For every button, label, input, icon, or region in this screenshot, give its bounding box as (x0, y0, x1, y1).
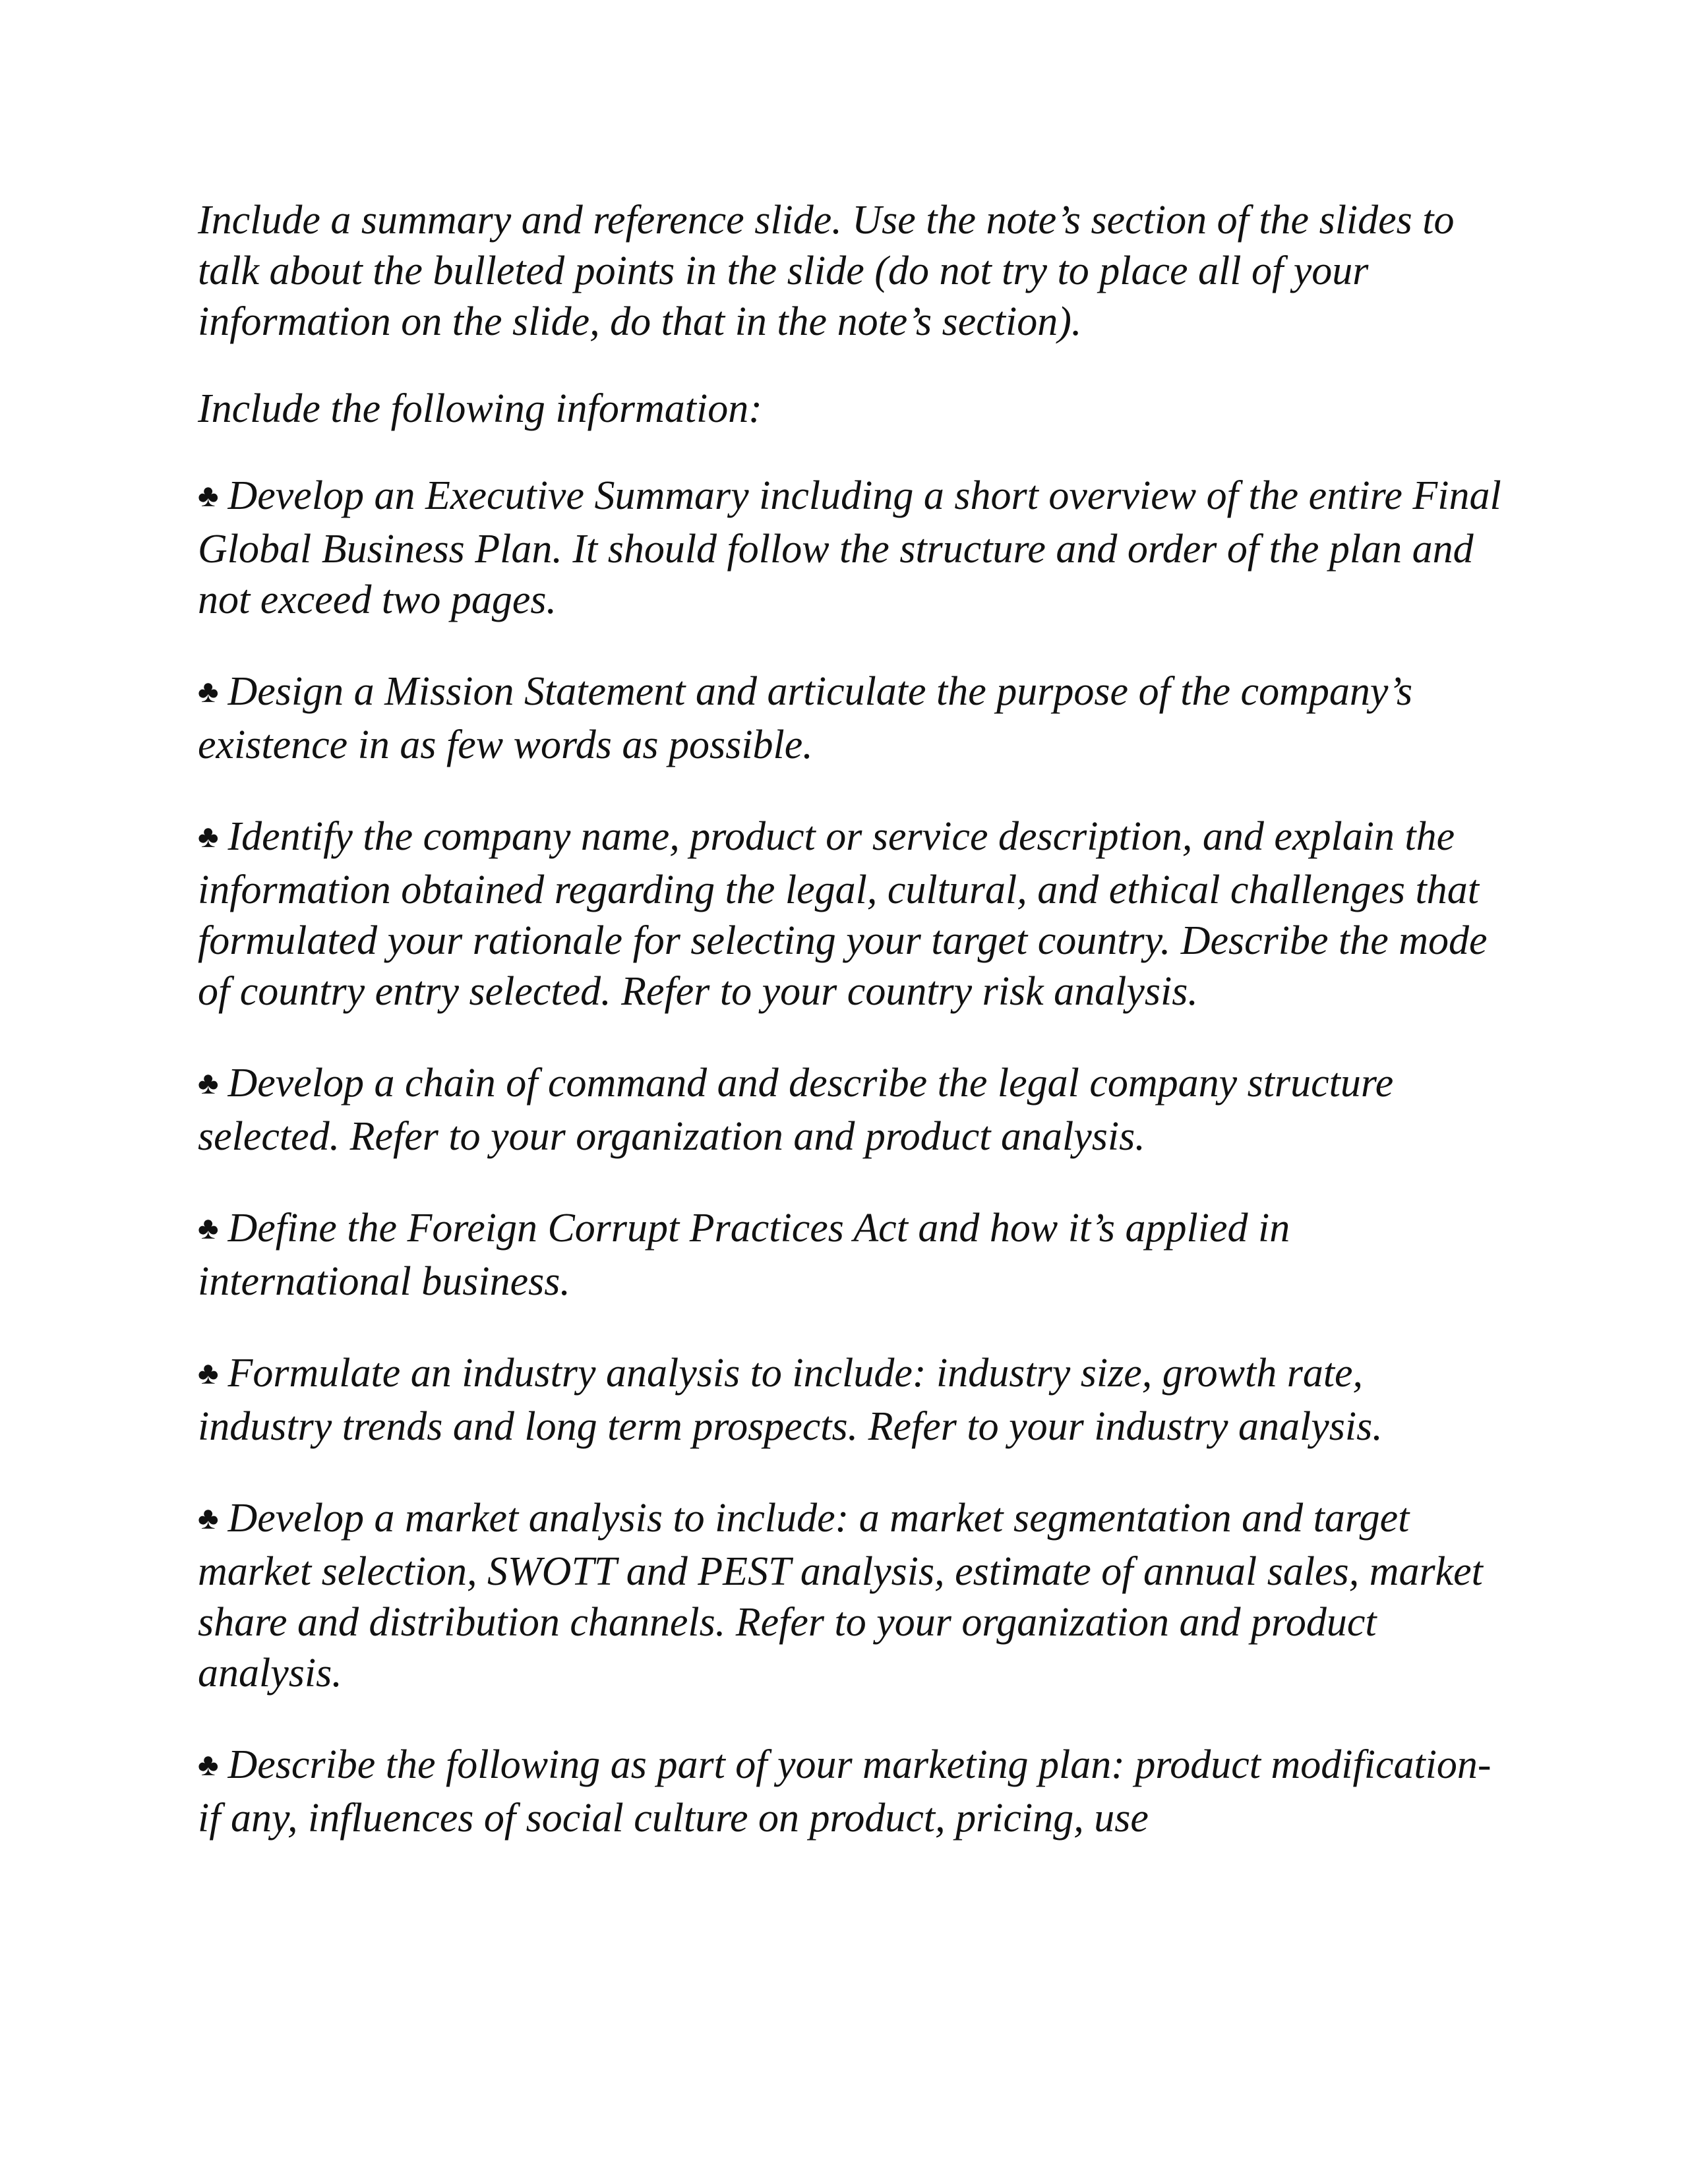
bullet-text: Develop a chain of command and describe the legal company structure selected. Refer to your organization and product analysis. (198, 1061, 1394, 1159)
bullet-text: Develop an Executive Summary including a short overview of the entire Final Global Business Plan. It should follow the structure and order of the plan and not exceed two pages. (198, 473, 1501, 622)
bullet-item (198, 666, 1503, 771)
bullet-text: Describe the following as part of your marketing plan: product modification-if any, influences of social culture on product, pricing, use (198, 1742, 1492, 1841)
club-icon: ♣ (198, 1748, 219, 1783)
club-icon: ♣ (198, 1066, 219, 1101)
bullet-item (198, 1203, 1503, 1307)
club-icon: ♣ (198, 674, 219, 709)
bullet-text: Design a Mission Statement and articulate the purpose of the company’s existence in as few words as possible. (198, 669, 1413, 767)
bullet-text: Develop a market analysis to include: a market segmentation and target market selection, SWOTT and PEST analysis, estimate of annual sales, market share and distribution channels. Refer to your organization and product analysis. (198, 1496, 1483, 1696)
bullet-item (198, 1493, 1503, 1699)
bullet-text: Define the Foreign Corrupt Practices Act and how it’s applied in international business. (198, 1206, 1290, 1304)
intro-paragraph: Include a summary and reference slide. Use the note’s section of the slides to talk about the bulleted points in the slide (do not try to place all of your information on the slide, do that in the note’s section). (198, 198, 1455, 344)
bullet-text: Formulate an industry analysis to include: industry size, growth rate, industry trends and long term prospects. Refer to your industry analysis. (198, 1351, 1383, 1449)
bullet-item (198, 1740, 1503, 1844)
club-icon: ♣ (198, 1356, 219, 1391)
bullet-item (198, 812, 1503, 1017)
club-icon: ♣ (198, 1501, 219, 1536)
bullet-item (198, 471, 1503, 626)
club-icon: ♣ (198, 479, 219, 514)
lead-in-paragraph: Include the following information: (198, 386, 762, 431)
document-body (198, 195, 1503, 1885)
club-icon: ♣ (198, 1211, 219, 1246)
club-icon: ♣ (198, 819, 219, 854)
bullet-item (198, 1348, 1503, 1452)
bullet-item (198, 1058, 1503, 1162)
bullet-text: Identify the company name, product or service description, and explain the information obtained regarding the legal, cultural, and ethical challenges that formulated your rationale for selecting your target country. Describe the mode of country entry selected. Refer to your country risk analysis. (198, 814, 1488, 1014)
